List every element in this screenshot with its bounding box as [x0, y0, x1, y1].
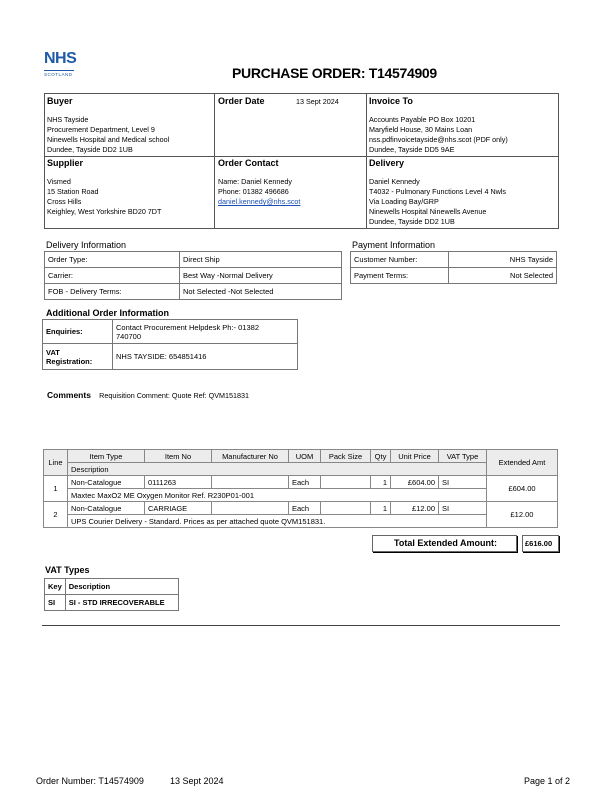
table-row — [44, 502, 558, 515]
col-qty: Qty — [371, 450, 391, 463]
invoice-line: Dundee, Tayside DD5 9AE — [369, 145, 455, 154]
delivery-line: Daniel Kennedy — [369, 177, 420, 186]
qty-cell: 1 — [371, 476, 391, 489]
invoice-line: Maryfield House, 30 Mains Loan — [369, 125, 473, 134]
payment-info-label: Payment Terms: — [351, 268, 449, 284]
vat-key-header: Key — [45, 579, 66, 595]
item-type-cell: Non-Catalogue — [68, 476, 145, 489]
line-number: 2 — [44, 502, 68, 528]
order-contact-block — [218, 158, 363, 207]
unit-price-cell: £604.00 — [391, 476, 439, 489]
vat-description-header: Description — [65, 579, 178, 595]
col-item-no: Item No — [145, 450, 212, 463]
table-row — [45, 268, 342, 284]
pack-size-cell — [321, 502, 371, 515]
table-row — [45, 284, 342, 300]
col-item-type: Item Type — [68, 450, 145, 463]
additional-info-heading: Additional Order Information — [46, 308, 169, 318]
description-cell: UPS Courier Delivery - Standard. Prices as per attached quote QVM151831. — [68, 515, 487, 528]
footer-page: Page 1 of 2 — [524, 776, 571, 786]
supplier-line: Vismed — [47, 177, 71, 186]
delivery-info-heading: Delivery Information — [46, 240, 127, 250]
delivery-info-value: Not Selected -Not Selected — [180, 284, 342, 300]
payment-info-value: Not Selected — [449, 268, 557, 284]
supplier-block — [47, 158, 212, 217]
delivery-heading: Delivery — [369, 158, 405, 168]
vat-label: Registration: — [46, 356, 93, 366]
col-unit-price: Unit Price — [391, 450, 439, 463]
buyer-line: Ninewells Hospital and Medical school — [47, 135, 170, 144]
delivery-info-value: Best Way -Normal Delivery — [180, 268, 342, 284]
manufacturer-no-cell — [212, 476, 289, 489]
footer-date: 13 Sept 2024 — [170, 776, 224, 786]
col-description: Description — [68, 463, 487, 476]
invoice-line: nss.pdfinvoicetayside@nhs.scot (PDF only) — [369, 135, 508, 144]
uom-cell: Each — [289, 476, 321, 489]
qty-cell: 1 — [371, 502, 391, 515]
order-date-value: 13 Sept 2024 — [296, 97, 339, 106]
col-pack-size: Pack Size — [321, 450, 371, 463]
enquiries-value: 740700 — [116, 331, 142, 341]
table-row — [351, 268, 557, 284]
vat-types-table — [44, 578, 179, 611]
table-row — [44, 489, 558, 502]
delivery-info-value: Direct Ship — [180, 252, 342, 268]
table-header-row — [44, 450, 558, 463]
vat-description-cell: SI - STD IRRECOVERABLE — [65, 595, 178, 611]
enquiries-value: Contact Procurement Helpdesk Ph:- 01382 — [116, 322, 259, 332]
table-row — [351, 252, 557, 268]
buyer-line: Dundee, Tayside DD2 1UB — [47, 145, 133, 154]
nhs-scotland-logo — [44, 50, 76, 88]
vat-registration-value: NHS TAYSIDE: 654851416 — [113, 344, 298, 370]
extended-amt-cell: £604.00 — [487, 476, 558, 502]
footer-order-number: Order Number: T14574909 — [36, 776, 144, 786]
item-no-cell: 0111263 — [145, 476, 212, 489]
col-uom: UOM — [289, 450, 321, 463]
delivery-line: T4032 - Pulmonary Functions Level 4 Nwls — [369, 187, 507, 196]
contact-email-link[interactable]: daniel.kennedy@nhs.scot — [218, 197, 301, 206]
table-header-row — [45, 579, 179, 595]
invoice-to-heading: Invoice To — [369, 96, 413, 106]
invoice-line: Accounts Payable PO Box 10201 — [369, 115, 476, 124]
order-date-heading: Order Date — [218, 96, 265, 106]
item-no-cell: CARRIAGE — [145, 502, 212, 515]
table-row — [44, 515, 558, 528]
table-row — [44, 476, 558, 489]
divider — [42, 625, 560, 626]
vat-types-heading: VAT Types — [45, 565, 90, 575]
payment-info-table — [350, 251, 557, 284]
table-header-row — [44, 463, 558, 476]
buyer-block — [47, 96, 212, 155]
delivery-info-label: Order Type: — [45, 252, 180, 268]
table-row — [43, 320, 298, 344]
additional-info-table — [42, 319, 298, 370]
vat-type-cell: SI — [439, 476, 487, 489]
col-extended-amt: Extended Amt — [487, 450, 558, 476]
col-manufacturer-no: Manufacturer No — [212, 450, 289, 463]
page-title: PURCHASE ORDER: T14574909 — [232, 65, 437, 81]
unit-price-cell: £12.00 — [391, 502, 439, 515]
buyer-line: Procurement Department, Level 9 — [47, 125, 155, 134]
col-line: Line — [44, 450, 68, 476]
buyer-line: NHS Tayside — [47, 115, 89, 124]
pack-size-cell — [321, 476, 371, 489]
supplier-line: 15 Station Road — [47, 187, 99, 196]
total-label: Total Extended Amount: — [394, 538, 497, 548]
comments — [47, 390, 249, 400]
item-type-cell: Non-Catalogue — [68, 502, 145, 515]
comments-label: Comments — [47, 390, 91, 400]
vat-key-cell: SI — [45, 595, 66, 611]
payment-info-heading: Payment Information — [352, 240, 436, 250]
delivery-info-label: FOB - Delivery Terms: — [45, 284, 180, 300]
uom-cell: Each — [289, 502, 321, 515]
delivery-block — [369, 158, 557, 227]
invoice-to-block — [369, 96, 557, 155]
line-number: 1 — [44, 476, 68, 502]
payment-info-value: NHS Tayside — [449, 252, 557, 268]
supplier-line: Keighley, West Yorkshire BD20 7DT — [47, 207, 162, 216]
enquiries-label: Enquiries: — [43, 320, 113, 344]
table-row — [43, 344, 298, 370]
table-row — [45, 252, 342, 268]
delivery-line: Dundee, Tayside DD2 1UB — [369, 217, 455, 226]
delivery-info-label: Carrier: — [45, 268, 180, 284]
delivery-line: Via Loading Bay/GRP — [369, 197, 439, 206]
contact-phone: Phone: 01382 496686 — [218, 187, 289, 196]
vat-type-cell: SI — [439, 502, 487, 515]
col-vat-type: VAT Type — [439, 450, 487, 463]
table-row — [45, 595, 179, 611]
buyer-heading: Buyer — [47, 96, 73, 106]
comments-text: Requisition Comment: Quote Ref: QVM151831 — [99, 391, 249, 400]
extended-amt-cell: £12.00 — [487, 502, 558, 528]
logo-sub: SCOTLAND — [44, 72, 73, 77]
vat-label: VAT — [46, 347, 60, 357]
delivery-info-table — [44, 251, 342, 300]
items-table — [43, 449, 558, 528]
delivery-line: Ninewells Hospital Ninewells Avenue — [369, 207, 487, 216]
manufacturer-no-cell — [212, 502, 289, 515]
supplier-line: Cross Hills — [47, 197, 82, 206]
order-contact-heading: Order Contact — [218, 158, 279, 168]
logo-word: NHS — [44, 50, 77, 67]
supplier-heading: Supplier — [47, 158, 84, 168]
order-date-block — [218, 96, 363, 106]
description-cell: Maxtec MaxO2 ME Oxygen Monitor Ref. R230P01-001 — [68, 489, 487, 502]
total-value: £616.00 — [525, 539, 553, 548]
contact-name: Name: Daniel Kennedy — [218, 177, 292, 186]
payment-info-label: Customer Number: — [351, 252, 449, 268]
